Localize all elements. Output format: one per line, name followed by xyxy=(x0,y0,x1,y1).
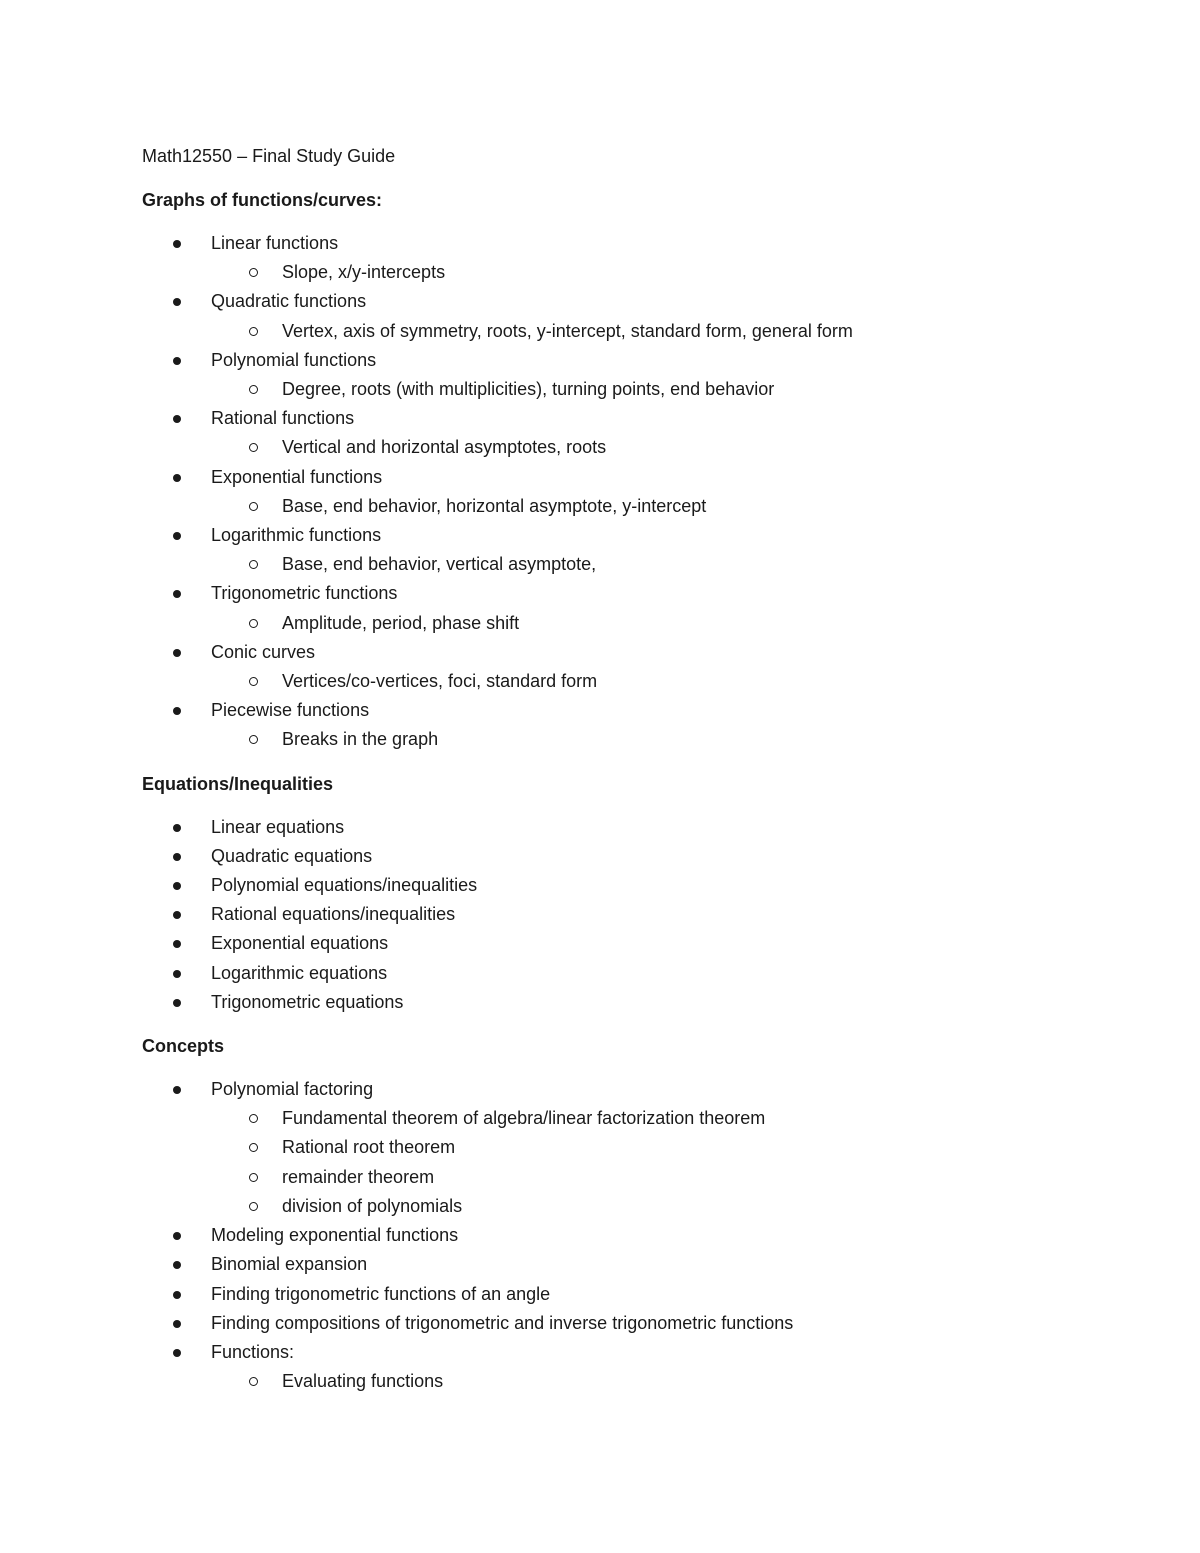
bullet-dot-icon xyxy=(173,940,181,948)
sub-list-item-label: Base, end behavior, horizontal asymptote, y-intercept xyxy=(282,495,707,516)
sub-list-item xyxy=(211,375,1102,404)
bullet-list xyxy=(142,229,1102,755)
list-item xyxy=(142,463,1102,521)
bullet-dot-icon xyxy=(173,1349,181,1357)
sub-list-item-label: Degree, roots (with multiplicities), turning points, end behavior xyxy=(282,379,775,400)
bullet-dot-icon xyxy=(173,298,181,306)
list-item xyxy=(142,579,1102,637)
sub-list-item-label: Evaluating functions xyxy=(282,1371,444,1392)
bullet-dot-icon xyxy=(173,1261,181,1269)
sub-list-item xyxy=(211,258,1102,287)
list-item-label: Finding compositions of trigonometric and inverse trigonometric functions xyxy=(211,1312,794,1333)
bullet-list xyxy=(142,1075,1102,1396)
sub-list xyxy=(211,317,1102,346)
sub-list-item xyxy=(211,317,1102,346)
sub-list xyxy=(211,375,1102,404)
sub-list-item xyxy=(211,609,1102,638)
hollow-circle-bullet-icon xyxy=(249,560,258,569)
list-item xyxy=(142,813,1102,842)
section-heading: Graphs of functions/curves: xyxy=(142,190,383,210)
list-item xyxy=(142,1280,1102,1309)
sub-list xyxy=(211,433,1102,462)
sub-list-item xyxy=(211,433,1102,462)
list-item-label: Linear functions xyxy=(211,233,339,253)
list-item xyxy=(142,1309,1102,1338)
list-item-label: Logarithmic equations xyxy=(211,962,388,983)
sub-list-item-label: division of polynomials xyxy=(282,1195,463,1216)
document-page xyxy=(142,141,1102,1410)
sub-list-item xyxy=(211,492,1102,521)
sections-container xyxy=(142,185,1102,1396)
bullet-dot-icon xyxy=(173,1232,181,1240)
list-item xyxy=(142,696,1102,754)
sub-list-item-label: Breaks in the graph xyxy=(282,729,439,750)
bullet-dot-icon xyxy=(173,474,181,482)
hollow-circle-bullet-icon xyxy=(249,1377,258,1386)
list-item-label: Exponential equations xyxy=(211,933,389,954)
list-item-label: Piecewise functions xyxy=(211,700,370,721)
sub-list-item-label: Vertex, axis of symmetry, roots, y-intercept, standard form, general form xyxy=(282,320,853,341)
sub-list-item-label: Vertices/co-vertices, foci, standard form xyxy=(282,671,598,692)
list-item xyxy=(142,346,1102,404)
bullet-dot-icon xyxy=(173,1086,181,1094)
hollow-circle-bullet-icon xyxy=(249,327,258,336)
list-item-label: Polynomial equations/inequalities xyxy=(211,875,478,896)
hollow-circle-bullet-icon xyxy=(249,385,258,394)
sub-list xyxy=(211,725,1102,754)
list-item xyxy=(142,900,1102,929)
list-item-label: Conic curves xyxy=(211,641,316,662)
list-item-label: Functions: xyxy=(211,1341,295,1362)
list-item xyxy=(142,521,1102,579)
sub-list-item xyxy=(211,1367,1102,1396)
sub-list-item-label: Amplitude, period, phase shift xyxy=(282,612,520,633)
list-item xyxy=(142,1221,1102,1250)
list-item xyxy=(142,988,1102,1017)
list-item-label: Logarithmic functions xyxy=(211,525,382,546)
hollow-circle-bullet-icon xyxy=(249,735,258,744)
list-item-label: Linear equations xyxy=(211,816,345,837)
bullet-dot-icon xyxy=(173,999,181,1007)
bullet-dot-icon xyxy=(173,590,181,598)
list-item-label: Exponential functions xyxy=(211,466,383,487)
hollow-circle-bullet-icon xyxy=(249,677,258,686)
list-item-label: Finding trigonometric functions of an angle xyxy=(211,1283,551,1304)
list-item xyxy=(142,929,1102,958)
list-item-label: Trigonometric equations xyxy=(211,991,404,1012)
section-heading: Concepts xyxy=(142,1036,225,1057)
bullet-dot-icon xyxy=(173,707,181,715)
list-item xyxy=(142,842,1102,871)
list-item xyxy=(142,871,1102,900)
list-item-label: Trigonometric functions xyxy=(211,583,398,604)
list-item xyxy=(142,1250,1102,1279)
list-item xyxy=(142,1338,1102,1396)
hollow-circle-bullet-icon xyxy=(249,1143,258,1152)
list-item-label: Quadratic functions xyxy=(211,291,367,312)
sub-list-item-label: Vertical and horizontal asymptotes, roots xyxy=(282,437,607,458)
list-item xyxy=(142,287,1102,345)
sub-list-item xyxy=(211,1104,1102,1133)
bullet-dot-icon xyxy=(173,240,181,248)
list-item xyxy=(142,638,1102,696)
sub-list-item xyxy=(211,1133,1102,1162)
hollow-circle-bullet-icon xyxy=(249,1173,258,1182)
list-item-label: Polynomial factoring xyxy=(211,1079,374,1100)
document-title: Math12550 – Final Study Guide xyxy=(142,146,396,166)
sub-list-item-label: Base, end behavior, vertical asymptote, xyxy=(282,554,597,575)
list-item xyxy=(142,229,1102,287)
list-item xyxy=(142,1075,1102,1221)
sub-list-item-label: Rational root theorem xyxy=(282,1137,456,1158)
sub-list xyxy=(211,1104,1102,1221)
sub-list-item-label: remainder theorem xyxy=(282,1166,435,1187)
list-item-label: Rational functions xyxy=(211,408,355,429)
hollow-circle-bullet-icon xyxy=(249,502,258,511)
hollow-circle-bullet-icon xyxy=(249,268,258,277)
sub-list-item-label: Slope, x/y-intercepts xyxy=(282,262,446,283)
bullet-dot-icon xyxy=(173,1291,181,1299)
bullet-dot-icon xyxy=(173,357,181,365)
hollow-circle-bullet-icon xyxy=(249,619,258,628)
sub-list xyxy=(211,492,1102,521)
list-item-label: Rational equations/inequalities xyxy=(211,904,456,925)
sub-list-item xyxy=(211,550,1102,579)
sub-list xyxy=(211,550,1102,579)
bullet-dot-icon xyxy=(173,532,181,540)
bullet-dot-icon xyxy=(173,853,181,861)
list-item-label: Binomial expansion xyxy=(211,1254,368,1275)
sub-list xyxy=(211,667,1102,696)
sub-list-item xyxy=(211,725,1102,754)
bullet-dot-icon xyxy=(173,911,181,919)
bullet-dot-icon xyxy=(173,1320,181,1328)
sub-list-item xyxy=(211,1192,1102,1221)
bullet-dot-icon xyxy=(173,970,181,978)
bullet-dot-icon xyxy=(173,415,181,423)
hollow-circle-bullet-icon xyxy=(249,1202,258,1211)
list-item-label: Polynomial functions xyxy=(211,349,377,370)
bullet-list xyxy=(142,813,1102,1017)
bullet-dot-icon xyxy=(173,882,181,890)
hollow-circle-bullet-icon xyxy=(249,443,258,452)
sub-list-item-label: Fundamental theorem of algebra/linear factorization theorem xyxy=(282,1108,766,1129)
list-item xyxy=(142,959,1102,988)
section-heading: Equations/Inequalities xyxy=(142,773,334,794)
sub-list xyxy=(211,258,1102,287)
list-item-label: Modeling exponential functions xyxy=(211,1225,459,1246)
sub-list-item xyxy=(211,1163,1102,1192)
list-item xyxy=(142,404,1102,462)
sub-list xyxy=(211,609,1102,638)
bullet-dot-icon xyxy=(173,649,181,657)
list-item-label: Quadratic equations xyxy=(211,845,373,866)
sub-list xyxy=(211,1367,1102,1396)
hollow-circle-bullet-icon xyxy=(249,1114,258,1123)
bullet-dot-icon xyxy=(173,824,181,832)
sub-list-item xyxy=(211,667,1102,696)
